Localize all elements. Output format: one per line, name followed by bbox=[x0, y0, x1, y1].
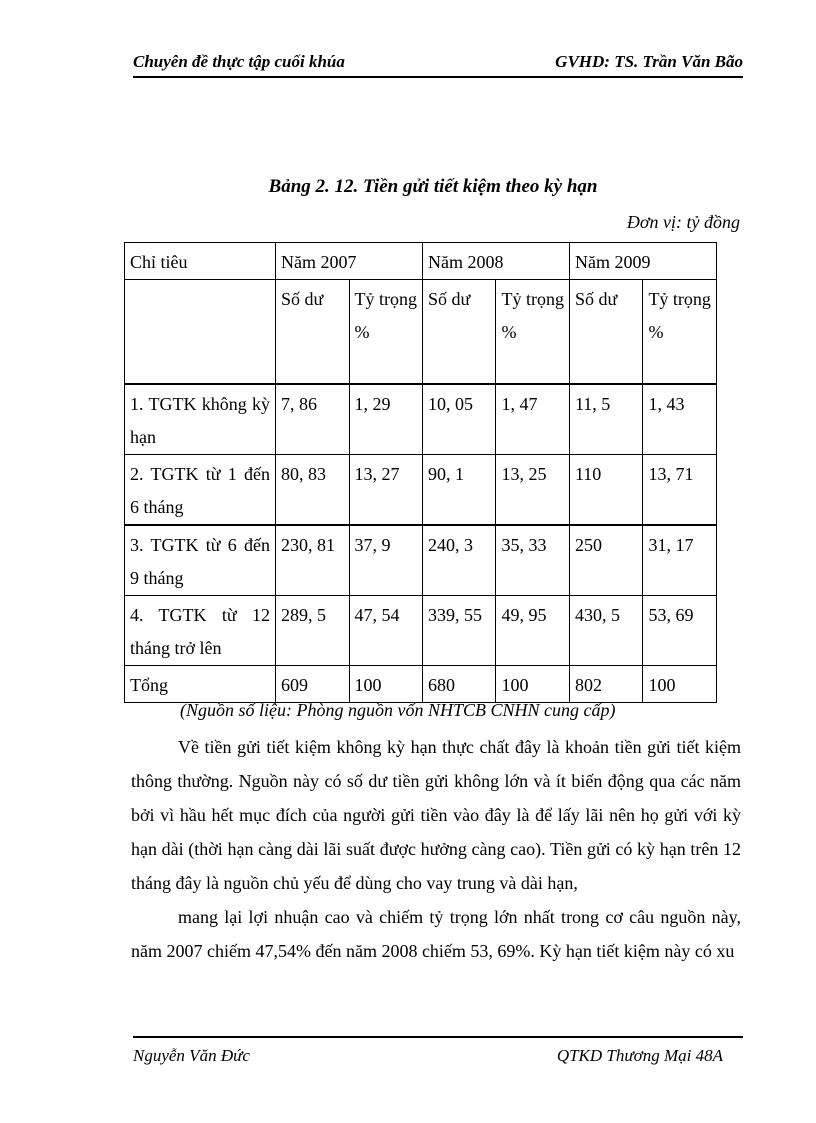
table-subheader-row bbox=[125, 280, 717, 385]
body-text bbox=[131, 730, 741, 968]
header-cell-year-2008: Năm 2008 bbox=[422, 243, 569, 280]
body-paragraph: Về tiền gửi tiết kiệm không kỳ hạn thực chất đây là khoản tiền gửi tiết kiệm thông thường. Nguồn này có số dư tiền gửi không lớn và ít biến động qua các năm bởi vì hầu hết mục đích của người gửi tiền vào đây là để lấy lãi nên họ gửi với kỳ hạn dài (thời hạn càng dài lãi suất được hưởng càng cao). Tiền gửi có kỳ hạn trên 12 tháng đây là nguồn chủ yếu để dùng cho vay trung và dài hạn, bbox=[131, 737, 741, 893]
table-cell: 240, 3 bbox=[422, 525, 495, 596]
header-cell-year-2007: Năm 2007 bbox=[276, 243, 423, 280]
header-cell-year-2009: Năm 2009 bbox=[569, 243, 716, 280]
table-cell: 80, 83 bbox=[276, 455, 349, 526]
row-label: Tổng bbox=[125, 666, 276, 703]
table-cell: 47, 54 bbox=[349, 596, 422, 666]
table-cell: 13, 27 bbox=[349, 455, 422, 526]
table-cell: 35, 33 bbox=[496, 525, 569, 596]
subheader-share: Tỷ trọng % bbox=[643, 280, 717, 385]
row-label: 3. TGTK từ 6 đến 9 tháng bbox=[125, 525, 276, 596]
table-cell: 802 bbox=[569, 666, 642, 703]
subheader-balance: Số dư bbox=[569, 280, 642, 385]
table-cell: 250 bbox=[569, 525, 642, 596]
table-row bbox=[125, 525, 717, 596]
table-cell: 31, 17 bbox=[643, 525, 717, 596]
footer-class: QTKD Thương Mại 48A bbox=[556, 1046, 723, 1065]
table-cell: 13, 71 bbox=[643, 455, 717, 526]
subheader-balance: Số dư bbox=[422, 280, 495, 385]
row-label: 2. TGTK từ 1 đến 6 tháng bbox=[125, 455, 276, 526]
table-cell: 100 bbox=[643, 666, 717, 703]
table-total-row bbox=[125, 666, 717, 703]
header-cell-indicator: Chỉ tiêu bbox=[125, 243, 276, 280]
page-footer bbox=[133, 1036, 743, 1072]
subheader-share: Tỷ trọng % bbox=[496, 280, 569, 385]
table-source-note: (Nguồn số liệu: Phòng nguồn vốn NHTCB CNHN cung cấp) bbox=[180, 700, 616, 720]
table-cell: 230, 81 bbox=[276, 525, 349, 596]
table-header-row bbox=[125, 243, 717, 280]
table-row bbox=[125, 596, 717, 666]
table-cell: 289, 5 bbox=[276, 596, 349, 666]
table-cell: 1, 43 bbox=[643, 384, 717, 455]
table-cell: 10, 05 bbox=[422, 384, 495, 455]
body-paragraph: mang lại lợi nhuận cao và chiếm tỷ trọng lớn nhất trong cơ câu nguồn này, năm 2007 chiếm 47,54% đến năm 2008 chiếm 53, 69%. Kỳ hạn tiết kiệm này có xu bbox=[131, 907, 741, 961]
table-cell: 90, 1 bbox=[422, 455, 495, 526]
table-cell: 1, 29 bbox=[349, 384, 422, 455]
row-label: 4. TGTK từ 12 tháng trở lên bbox=[125, 596, 276, 666]
table-cell: 11, 5 bbox=[569, 384, 642, 455]
table-title: Bảng 2. 12. Tiền gửi tiết kiệm theo kỳ hạn bbox=[268, 176, 598, 197]
table-cell: 13, 25 bbox=[496, 455, 569, 526]
subheader-balance: Số dư bbox=[276, 280, 349, 385]
table-cell: 110 bbox=[569, 455, 642, 526]
row-label: 1. TGTK không kỳ hạn bbox=[125, 384, 276, 455]
table-row bbox=[125, 384, 717, 455]
table-unit: Đơn vị: tỷ đồng bbox=[626, 212, 740, 232]
table-cell: 53, 69 bbox=[643, 596, 717, 666]
table-row bbox=[125, 455, 717, 526]
header-left-text: Chuyên đề thực tập cuối khúa bbox=[133, 52, 345, 71]
page-header bbox=[133, 52, 743, 78]
table-cell: 49, 95 bbox=[496, 596, 569, 666]
table-cell: 100 bbox=[349, 666, 422, 703]
table-cell: 680 bbox=[422, 666, 495, 703]
table-cell: 100 bbox=[496, 666, 569, 703]
table-cell: 1, 47 bbox=[496, 384, 569, 455]
header-right-text: GVHD: TS. Trần Văn Bão bbox=[555, 52, 743, 71]
table-cell: 430, 5 bbox=[569, 596, 642, 666]
table-cell: 339, 55 bbox=[422, 596, 495, 666]
table-cell: 609 bbox=[276, 666, 349, 703]
footer-author: Nguyễn Văn Đức bbox=[133, 1046, 250, 1065]
table-cell: 7, 86 bbox=[276, 384, 349, 455]
savings-deposit-table bbox=[124, 242, 717, 703]
subheader-empty-cell bbox=[125, 280, 276, 385]
table-cell: 37, 9 bbox=[349, 525, 422, 596]
subheader-share: Tỷ trọng % bbox=[349, 280, 422, 385]
